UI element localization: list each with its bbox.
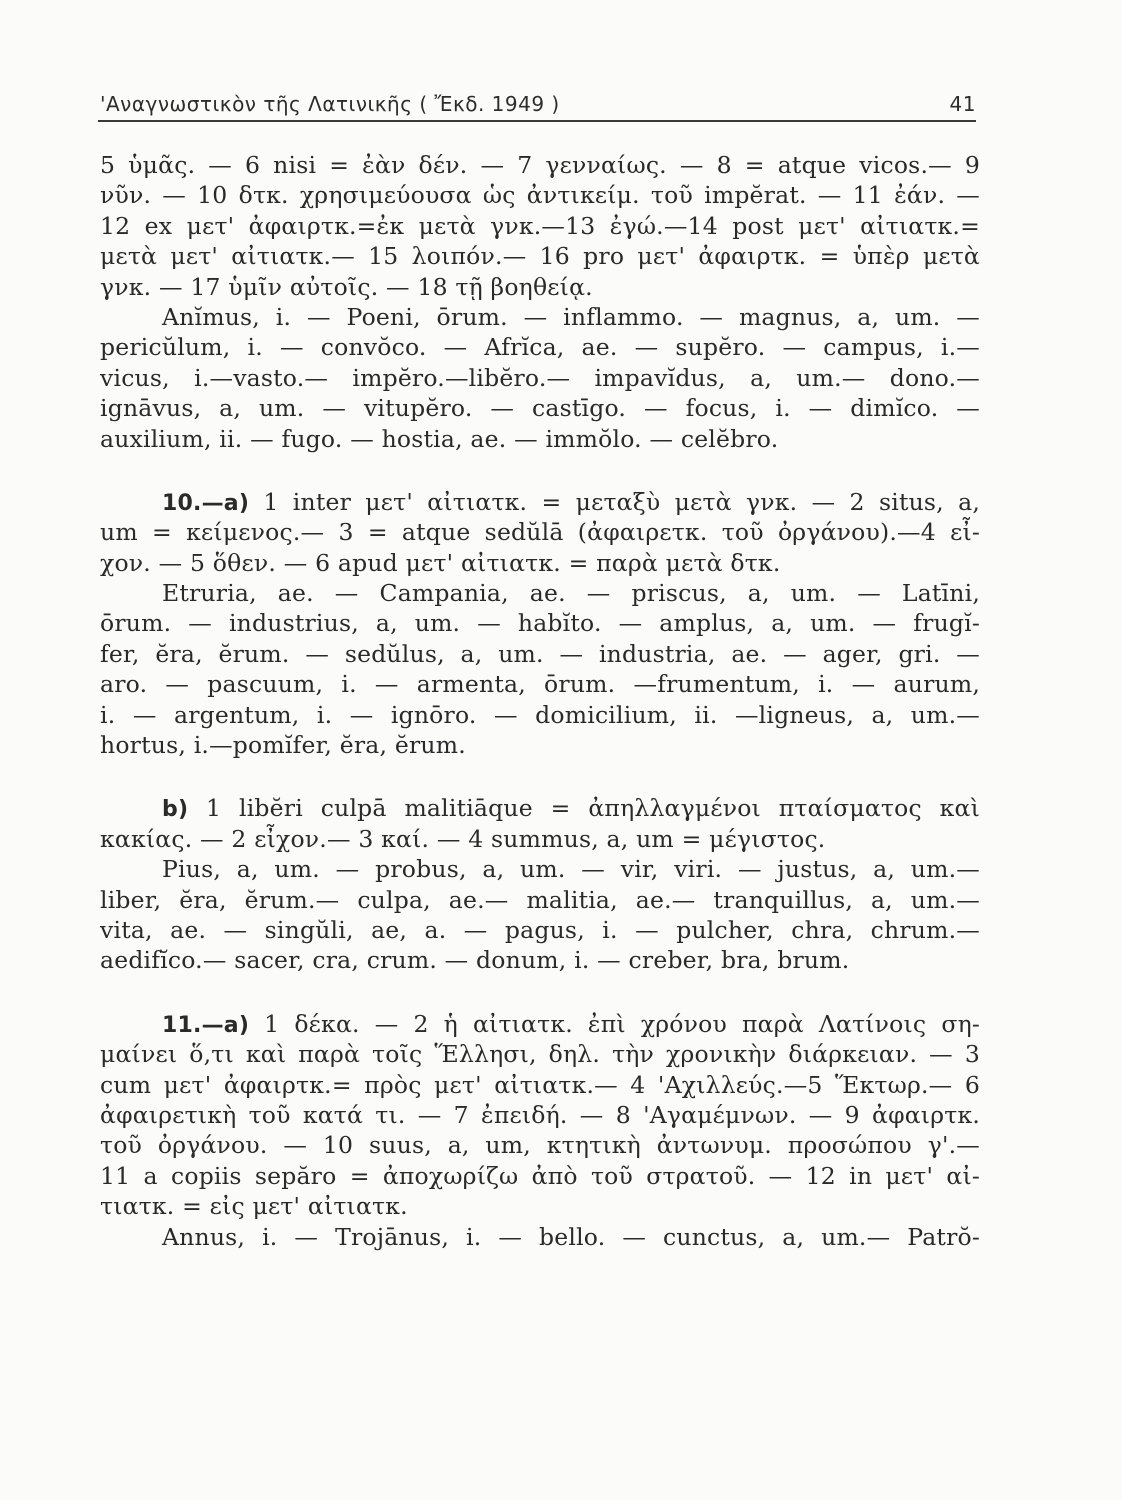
vocab-line: vita, ae. — singŭli, ae, a. — pagus, i. — pulcher, chra, chrum.—	[100, 915, 980, 944]
section-10-number: 10.—	[162, 490, 224, 516]
vocab-line: ōrum. — industrius, a, um. — habĭto. — amplus, a, um. — frugĭ-	[100, 609, 980, 638]
page-number: 41	[949, 92, 976, 116]
vocab-line: fer, ĕra, ĕrum. — sedŭlus, a, um. — industria, ae. — ager, gri. —	[100, 639, 980, 668]
text-line: 11 a copiis sepăro = ἀποχωρίζω ἀπὸ τοῦ στρατοῦ. — 12 in μετ' αἰ-	[100, 1161, 980, 1190]
running-header	[98, 86, 976, 122]
text-line: um = κείμενος.— 3 = atque sedŭlā (ἀφαιρετκ. τοῦ ὀργάνου).—4 εἶ-	[100, 518, 980, 547]
text-line: μετὰ μετ' αἰτιατκ.— 15 λοιπόν.— 16 pro μετ' ἀφαιρτκ. = ὑπὲρ μετὰ	[100, 242, 980, 271]
text-line: ἀφαιρετικὴ τοῦ κατά τι. — 7 ἐπειδή. — 8 'Αγαμέμνων. — 9 ἀφαιρτκ.	[100, 1100, 980, 1129]
vocab-line: ignāvus, a, um. — vitupĕro. — castīgo. — focus, i. — dimĭco. —	[100, 394, 980, 423]
vocab-line: Anĭmus, i. — Poeni, ōrum. — inflammo. — magnus, a, um. —	[162, 302, 980, 331]
section-gap	[100, 976, 980, 1009]
vocab-line: Annus, i. — Trojānus, i. — bello. — cunctus, a, um.— Patrŏ-	[162, 1222, 980, 1251]
text-line: 12 ex μετ' ἀφαιρτκ.=ἐκ μετὰ γνκ.—13 ἐγώ.—14 post μετ' αἰτιατκ.=	[100, 211, 980, 240]
header-title: 'Αναγνωστικὸν τῆς Λατινικῆς ( Ἔκδ. 1949 )	[100, 92, 560, 116]
section-11-number: 11.—	[162, 1012, 224, 1038]
section-gap	[100, 454, 980, 487]
text-line: νῦν. — 10 δτκ. χρησιμεύουσα ὡς ἀντικείμ. τοῦ impĕrat. — 11 ἐάν. —	[100, 181, 980, 210]
text-line: μαίνει ὅ,τι καὶ παρὰ τοῖς Ἕλλησι, δηλ. τὴν χρονικὴν διάρκειαν. — 3	[100, 1040, 980, 1069]
vocab-line: auxilium, ii. — fugo. — hostia, ae. — immŏlo. — celĕbro.	[100, 424, 779, 453]
vocab-line: Etruria, ae. — Campania, ae. — priscus, a, um. — Latīni,	[162, 579, 980, 608]
section-11-heading-line	[100, 1009, 980, 1039]
section-10-a-first-text: 1 inter μετ' αἰτιατκ. = μεταξὺ μετὰ γνκ. — 2 situs, a,	[263, 487, 980, 516]
vocab-line: hortus, i.—pomĭfer, ĕra, ĕrum.	[100, 731, 466, 760]
vocab-line: vicus, i.—vasto.— impĕro.—libĕro.— impavĭdus, a, um.— dono.—	[100, 363, 980, 392]
vocab-line: liber, ĕra, ĕrum.— culpa, ae.— malitia, ae.— tranquillus, a, um.—	[100, 885, 980, 914]
vocab-line: aedifĭco.— sacer, cra, crum. — donum, i. — creber, bra, brum.	[100, 946, 850, 975]
section-11-a-first-text: 1 δέκα. — 2 ἡ αἰτιατκ. ἐπὶ χρόνου παρὰ Λατίνοις ση-	[264, 1009, 980, 1038]
page-body	[100, 150, 980, 1252]
section-10-b-heading-line	[100, 793, 980, 823]
section-10-part-b: b)	[162, 797, 189, 823]
text-line: γνκ. — 17 ὑμῖν αὐτοῖς. — 18 τῇ βοηθείᾳ.	[100, 272, 593, 301]
section-10-part-a: a)	[223, 490, 250, 516]
vocab-line: i. — argentum, i. — ignōro. — domicilium, ii. —ligneus, a, um.—	[100, 700, 980, 729]
text-line: κακίας. — 2 εἶχον.— 3 καί. — 4 summus, a, um = μέγιστος.	[100, 824, 826, 853]
vocab-line: aro. — pascuum, i. — armenta, ōrum. —frumentum, i. — aurum,	[100, 670, 980, 699]
vocab-line: Pius, a, um. — probus, a, um. — vir, viri. — justus, a, um.—	[162, 855, 980, 884]
text-line: 5 ὑμᾶς. — 6 nisi = ἐὰν δέν. — 7 γενναίως. — 8 = atque vicos.— 9	[100, 151, 980, 179]
text-line: χον. — 5 ὅθεν. — 6 apud μετ' αἰτιατκ. = παρὰ μετὰ δτκ.	[100, 548, 781, 577]
text-line: τιατκ. = εἰς μετ' αἰτιατκ.	[100, 1192, 408, 1221]
section-10-heading-line	[100, 487, 980, 517]
section-10-b-first-text: 1 libĕri culpā malitiāque = ἀπηλλαγμένοι πταίσματος καὶ	[206, 794, 980, 823]
text-line: cum μετ' ἀφαιρτκ.= πρὸς μετ' αἰτιατκ.— 4 'Αχιλλεύς.—5 Ἕκτωρ.— 6	[100, 1070, 980, 1099]
vocab-line: pericŭlum, i. — convŏco. — Afrĭca, ae. — supĕro. — campus, i.—	[100, 333, 980, 362]
section-gap	[100, 760, 980, 793]
text-line: τοῦ ὀργάνου. — 10 suus, a, um, κτητικὴ ἀντωνυμ. προσώπου γ'.—	[100, 1131, 980, 1160]
section-11-part-a: a)	[223, 1012, 250, 1038]
